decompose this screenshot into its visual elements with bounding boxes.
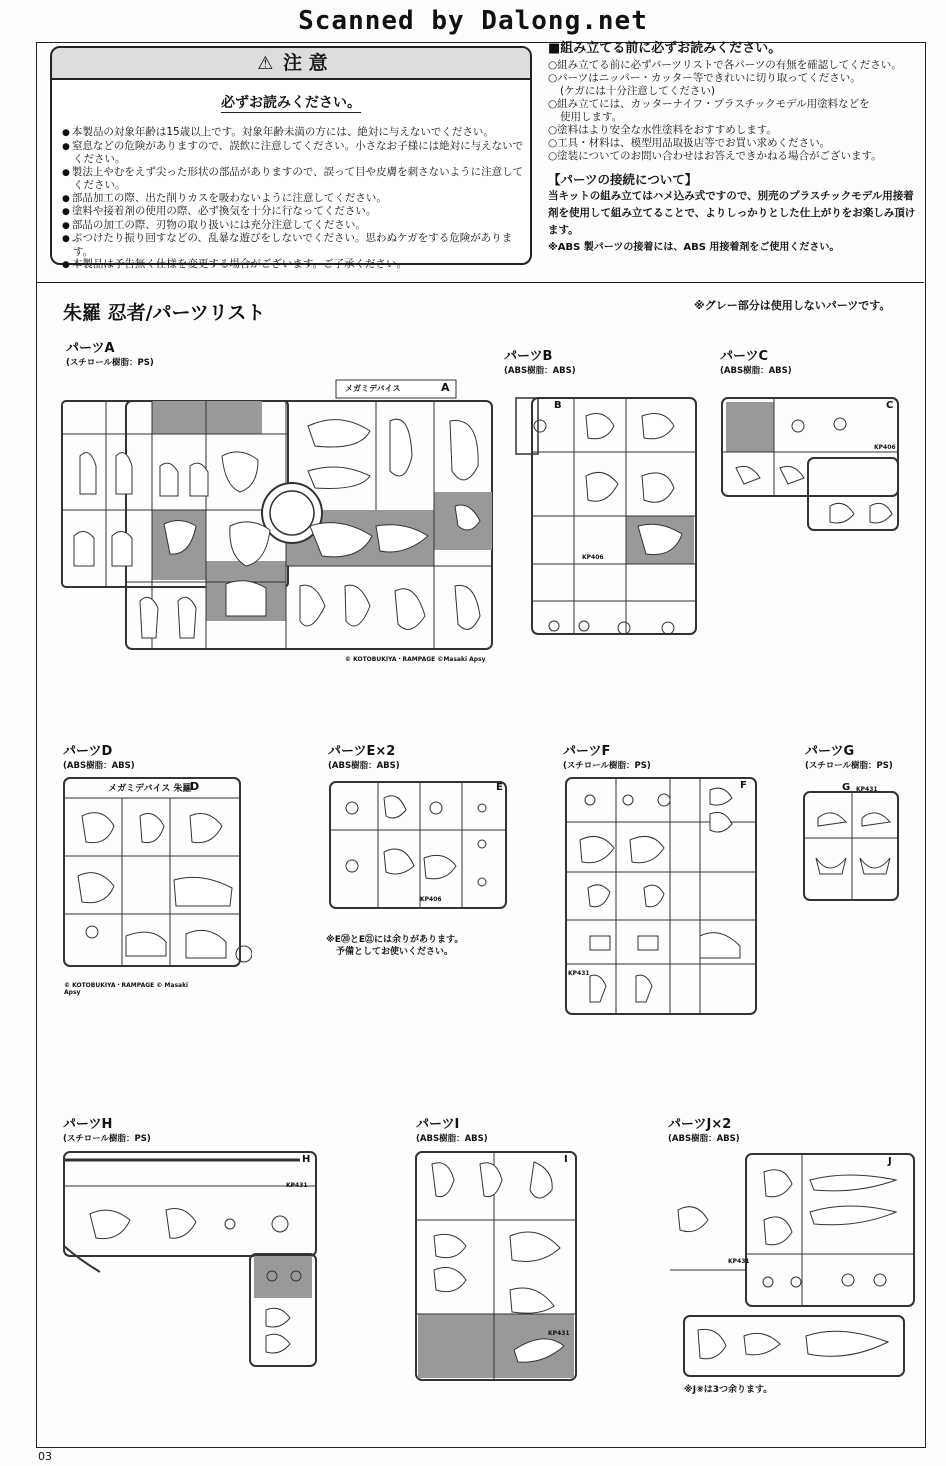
runner-g-diagram bbox=[802, 778, 902, 908]
runner-a-copyright: © KOTOBUKIYA・RAMPAGE ©Masaki Apsy bbox=[345, 656, 486, 663]
runner-g-title: パーツG (スチロール樹脂：PS) bbox=[805, 744, 893, 771]
runner-i-diagram bbox=[414, 1150, 580, 1386]
runner-f-tag: KP431 bbox=[568, 970, 590, 977]
runner-b-diagram bbox=[514, 396, 700, 642]
runner-i-title: パーツI (ABS樹脂：ABS) bbox=[416, 1117, 488, 1144]
caution-item: ● 窒息などの危険がありますので、誤飲に注意してください。小さなお子様には絶対に与えないでください。 bbox=[62, 140, 530, 166]
runner-j-letter: J bbox=[888, 1156, 892, 1167]
parts-list-title: 朱羅 忍者/パーツリスト bbox=[63, 302, 266, 324]
runner-j-diagram bbox=[668, 1150, 918, 1382]
prebuild-item: ○ 組み立てる前に必ずパーツリストで各パーツの有無を確認してください。 bbox=[548, 59, 918, 72]
runner-d-header: メガミデバイス 朱羅 bbox=[108, 784, 192, 794]
runner-h-title: パーツH (スチロール樹脂：PS) bbox=[63, 1117, 151, 1144]
caution-item: ● 製法上やむをえず尖った形状の部品がありますので、誤って目や皮膚を刺さないように注意してください。 bbox=[62, 166, 530, 192]
scan-banner: Scanned by Dalong.net bbox=[298, 6, 648, 36]
prebuild-item: ○ 工具・材料は、模型用品取扱店等でお買い求めください。 bbox=[548, 137, 918, 150]
prebuild-item: 使用します。 bbox=[560, 111, 623, 123]
caution-item: ● 本製品は予告無く仕様を変更する場合がございます。ご了承ください。 bbox=[62, 258, 530, 272]
runner-h-tag: KP431 bbox=[286, 1182, 308, 1189]
runner-f-title: パーツF (スチロール樹脂：PS) bbox=[563, 744, 651, 771]
prebuild-item: ○ 塗装についてのお問い合わせはお答えできかねる場合がございます。 bbox=[548, 150, 918, 163]
connection-text: 当キットの組み立てはハメ込み式ですので、別売のプラスチックモデル用接着剤を使用して組み立てることで、よりしっかりとした仕上がりをお楽しみ頂けます。 bbox=[548, 190, 916, 236]
abs-note: ※ABS 製パーツの接着には、ABS 用接着剤をご使用ください。 bbox=[548, 242, 840, 253]
warning-icon: ⚠ bbox=[257, 53, 274, 74]
gray-note: ※グレー部分は使用しないパーツです。 bbox=[694, 299, 891, 312]
runner-b-tag: KP406 bbox=[582, 554, 604, 561]
runner-a-letter: A bbox=[441, 381, 450, 394]
runner-c-title: パーツC (ABS樹脂：ABS) bbox=[720, 349, 792, 376]
runner-i-letter: I bbox=[564, 1154, 568, 1165]
runner-d-diagram bbox=[62, 776, 252, 976]
runner-e-note: ※E⑳とE㉑には余りがあります。 予備としてお使いください。 bbox=[326, 935, 464, 957]
prebuild-heading: ■組み立てる前に必ずお読みください。 bbox=[548, 41, 782, 56]
runner-a-title: パーツA (スチロール樹脂：PS) bbox=[66, 341, 154, 368]
section-divider bbox=[36, 282, 924, 283]
runner-h-diagram bbox=[60, 1150, 320, 1370]
prebuild-item: ○ 塗料はより安全な水性塗料をおすすめします。 bbox=[548, 124, 918, 137]
runner-e-letter: E bbox=[496, 782, 503, 793]
runner-j-note: ※J⑧は3つ余ります。 bbox=[684, 1385, 773, 1395]
connection-heading: 【パーツの接続について】 bbox=[548, 172, 698, 187]
runner-c-diagram bbox=[720, 396, 900, 534]
runner-j-title: パーツJ×2 (ABS樹脂：ABS) bbox=[668, 1117, 740, 1144]
caution-item: ● 本製品の対象年齢は15歳以上です。対象年齢未満の方には、絶対に与えないでください。 bbox=[62, 126, 530, 140]
runner-h-letter: H bbox=[302, 1154, 311, 1165]
runner-d-title: パーツD (ABS樹脂：ABS) bbox=[63, 744, 135, 771]
caution-subtitle: 必ずお読みください。 bbox=[221, 95, 361, 111]
runner-j-tag: KP431 bbox=[728, 1258, 750, 1265]
runner-e-tag: KP406 bbox=[420, 896, 442, 903]
caution-title: 注 意 bbox=[283, 52, 328, 74]
caution-header bbox=[52, 48, 530, 80]
runner-i-tag: KP431 bbox=[548, 1330, 570, 1337]
caution-item: ● 部品加工の際、出た削りカスを吸わないように注意してください。 bbox=[62, 192, 530, 206]
runner-g-letter: G bbox=[842, 782, 851, 793]
runner-d-copyright: © KOTOBUKIYA・RAMPAGE © Masaki Apsy bbox=[64, 982, 189, 996]
caution-item: ● ぶつけたり振り回すなどの、乱暴な遊びをしないでください。思わぬケガをする危険があります。 bbox=[62, 232, 530, 258]
page-number: 03 bbox=[38, 1450, 52, 1463]
caution-box bbox=[50, 46, 532, 270]
runner-g-tag: KP431 bbox=[856, 786, 878, 793]
caution-item: ● 部品の加工の際、刃物の取り扱いには充分注意してください。 bbox=[62, 219, 530, 233]
runner-e-title: パーツE×2 (ABS樹脂：ABS) bbox=[328, 744, 400, 771]
runner-a-diagram bbox=[60, 376, 500, 666]
runner-f-letter: F bbox=[740, 780, 747, 791]
caution-list bbox=[62, 126, 530, 272]
runner-b-letter: B bbox=[554, 400, 562, 411]
runner-b-title: パーツB (ABS樹脂：ABS) bbox=[504, 349, 576, 376]
runner-d-letter: D bbox=[190, 780, 200, 793]
prebuild-notes bbox=[548, 42, 918, 254]
runner-c-letter: C bbox=[886, 400, 894, 411]
runner-f-diagram bbox=[560, 776, 760, 1022]
runner-c-tag: KP406 bbox=[874, 444, 896, 451]
prebuild-item: ○ パーツはニッパー・カッター等できれいに切り取ってください。 bbox=[548, 72, 918, 85]
prebuild-item: ○ 組み立てには、カッターナイフ・プラスチックモデル用塗料などを bbox=[548, 98, 918, 111]
caution-item: ● 塗料や接着剤の使用の際、必ず換気を十分に行なってください。 bbox=[62, 205, 530, 219]
prebuild-item: (ケガには十分注意してください) bbox=[560, 85, 715, 97]
runner-a-header: メガミデバイス bbox=[345, 384, 401, 393]
